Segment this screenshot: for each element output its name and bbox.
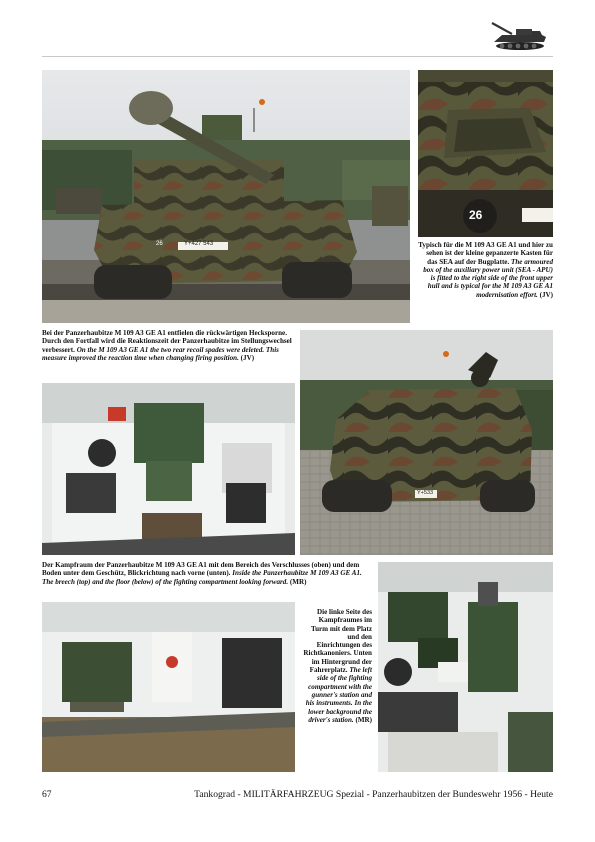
caption-fighting-compartment xyxy=(42,561,372,586)
caption-apu-box-en: The armoured box of the auxiliary power unit (SEA - APU) is fitted to the right side of the front upper hull and is typical for the M 109 A3 GE A1 modernisation effort. xyxy=(423,257,553,299)
photo-m109-rear xyxy=(300,330,553,555)
caption-left-side-credit: (MR) xyxy=(355,715,372,724)
caption-apu-box-credit: (JV) xyxy=(539,290,553,299)
caption-apu-box-de: Typisch für die M 109 A3 GE A1 und hier zu sehen ist der kleine gepanzerte Kasten für das SEA auf der Bugplatte. xyxy=(418,241,553,266)
caption-apu-box xyxy=(418,241,553,299)
apu-photo-number: 26 xyxy=(469,208,483,222)
front-plate-number: 26 xyxy=(156,241,163,247)
caption-recoil-spades-de: Bei der Panzerhaubitze M 109 A3 GE A1 entfielen die rückwärtigen Hecksporne. Durch den Fortfall wird die Reaktionszeit der Panzerhaubitze im Stellungswechsel verbessert. xyxy=(42,329,292,354)
caption-recoil-spades xyxy=(42,329,297,362)
footer-title: Tankograd - MILITÄRFAHRZEUG Spezial - Panzerhaubitzen der Bundeswehr 1956 - Heute xyxy=(194,789,553,800)
caption-left-side xyxy=(302,608,372,724)
caption-left-side-en: The left side of the fighting compartment with the gunner's station and his instruments. In the lower background the driver's station. xyxy=(305,666,372,724)
hull-number-plate: Y+427 543 xyxy=(184,241,214,247)
header-rule xyxy=(42,56,553,57)
photo-apu-box xyxy=(418,70,553,237)
caption-fighting-compartment-credit: (MR) xyxy=(289,577,307,586)
caption-left-side-de: Die linke Seite des Kampfraumes im Turm mit dem Platz und den Einrichtungen des Richtkanoniers. Unten im Hintergrund der Fahrerplatz. xyxy=(303,608,372,675)
photo-floor-interior xyxy=(42,602,295,772)
caption-fighting-compartment-en: Inside the Panzerhaubitze M 109 A3 GE A1. The breech (top) and the floor (below) of the fighting compartment looking forward. xyxy=(42,569,362,586)
caption-recoil-spades-credit: (JV) xyxy=(240,353,255,362)
caption-fighting-compartment-de: Der Kampfraum der Panzerhaubitze M 109 A3 GE A1 mit dem Bereich des Verschlusses (oben) und dem Boden unter dem Geschütz, Blickrichtung nach vorne (unten). xyxy=(42,561,360,578)
photo-gunner-station xyxy=(378,562,553,772)
page-number: 67 xyxy=(42,789,52,800)
caption-recoil-spades-en: On the M 109 A3 GE A1 the two rear recoil spades were deleted. This measure improved the reaction time when changing firing position. xyxy=(42,345,279,362)
tank-logo-icon xyxy=(488,20,550,52)
photo-breech-interior xyxy=(42,383,295,555)
photo-m109-railway xyxy=(42,70,410,323)
rear-plate-number: Y+533 xyxy=(417,490,434,496)
